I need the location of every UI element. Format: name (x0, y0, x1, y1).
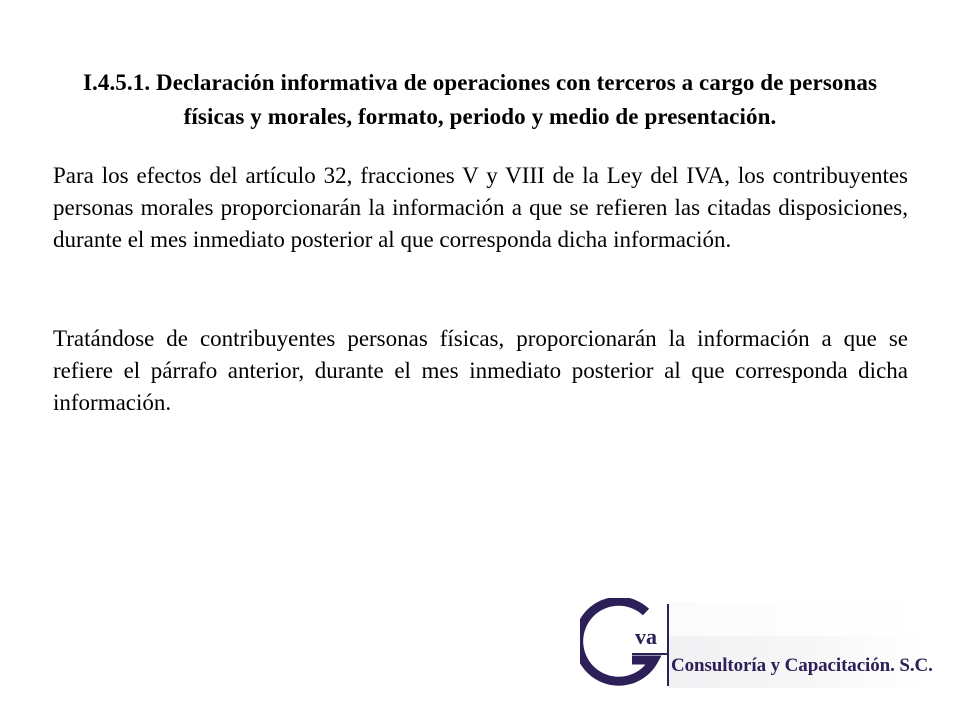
logo-va-letters: va (635, 624, 657, 649)
paragraph-personas-fisicas: Tratándose de contribuyentes personas físicas, proporcionarán la información a que se refiere el párrafo anterior, durante el mes inmediato posterior al que corresponda dicha información. (53, 326, 908, 415)
slide-title: I.4.5.1. Declaración informativa de operaciones con terceros a cargo de personas físicas y morales, formato, periodo y medio de presentación. (82, 70, 878, 129)
g-logo-icon (580, 598, 680, 690)
logo-background-top (668, 602, 930, 636)
logo-company-name: Consultoría y Capacitación. S.C. (671, 655, 933, 676)
company-logo (580, 598, 933, 690)
paragraph-personas-morales: Para los efectos del artículo 32, fracciones V y VIII de la Ley del IVA, los contribuyentes personas morales proporcionarán la información a que se refieren las citadas disposiciones, durante el mes inmediato posterior al que corresponda dicha información. (53, 163, 908, 252)
